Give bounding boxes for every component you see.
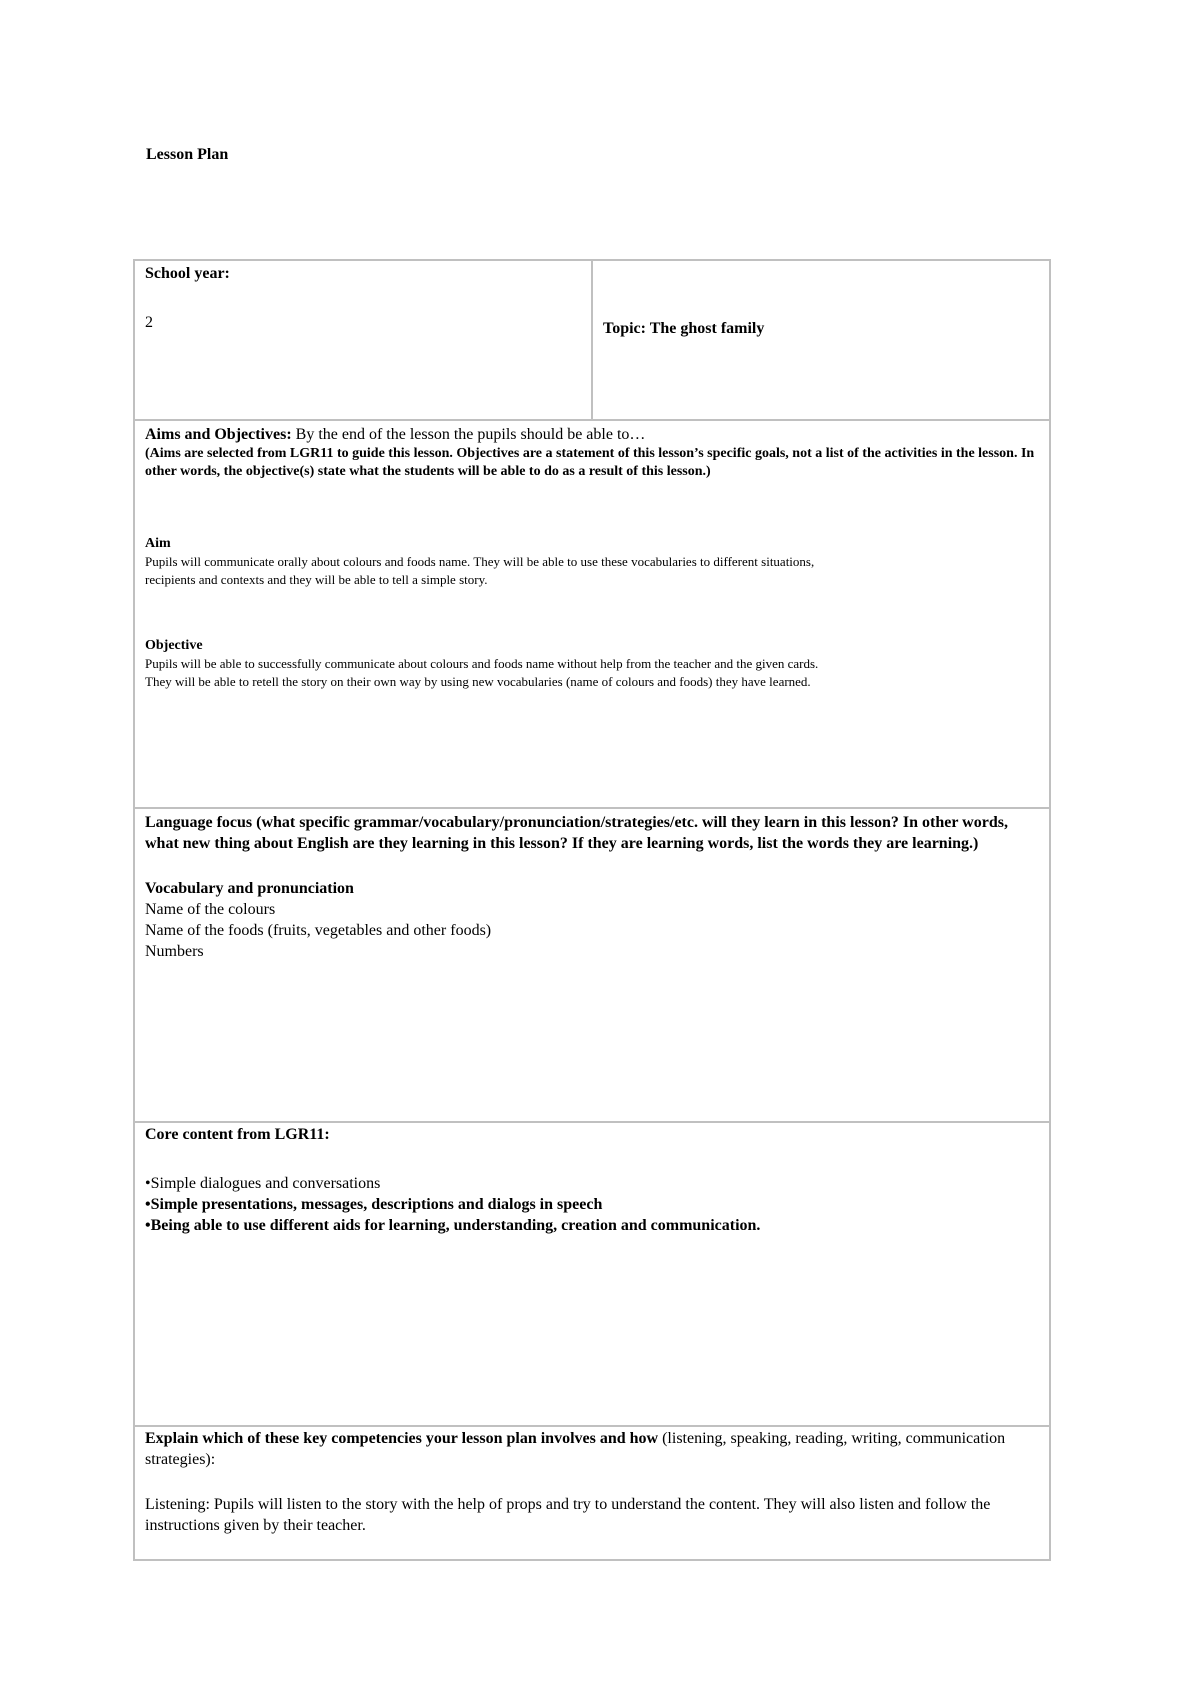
core-content-cell xyxy=(134,1122,1050,1426)
aim-line-1: Pupils will communicate orally about colours and foods name. They will be able to use these vocabularies to different situations, xyxy=(145,554,815,569)
objective-line-2: They will be able to retell the story on their own way by using new vocabularies (name of colours and foods) they have learned. xyxy=(145,674,811,689)
aim-line-2: recipients and contexts and they will be able to tell a simple story. xyxy=(145,572,488,587)
vocabulary-item: Name of the colours xyxy=(145,901,276,918)
aims-objectives-row xyxy=(134,420,1050,808)
aims-heading: Aims and Objectives: xyxy=(145,426,292,443)
language-focus-heading: Language focus (what specific grammar/vocabulary/pronunciation/strategies/etc. will they learn in this lesson? In other words, what new thing about English are they learning in this lesson? If they are learning words, list the words they are learning.) xyxy=(145,814,1008,852)
school-topic-row xyxy=(134,260,1050,420)
core-content-item: •Simple presentations, messages, descriptions and dialogs in speech xyxy=(145,1196,603,1213)
key-competencies-heading-bold: Explain which of these key competencies your lesson plan involves and how xyxy=(145,1430,659,1447)
school-year-label: School year: xyxy=(145,265,230,282)
core-content-list xyxy=(145,1173,1039,1236)
aim-title: Aim xyxy=(145,536,171,551)
school-year-value: 2 xyxy=(145,314,153,331)
document-title: Lesson Plan xyxy=(146,146,229,163)
language-focus-cell xyxy=(134,808,1050,1122)
school-year-cell xyxy=(134,260,592,420)
aims-heading-line xyxy=(145,424,1039,445)
core-content-heading: Core content from LGR11: xyxy=(145,1126,330,1143)
key-competencies-cell xyxy=(134,1426,1050,1560)
topic-cell xyxy=(592,260,1050,420)
core-content-row xyxy=(134,1122,1050,1426)
language-focus-row xyxy=(134,808,1050,1122)
vocabulary-item: Name of the foods (fruits, vegetables and other foods) xyxy=(145,922,492,939)
aims-objectives-cell xyxy=(134,420,1050,808)
objective-title: Objective xyxy=(145,638,203,653)
key-competencies-heading-rest: (listening, speaking, reading, writing, communication strategies): xyxy=(145,1430,1006,1468)
aims-intro: By the end of the lesson the pupils should be able to… xyxy=(291,426,646,443)
aims-note: (Aims are selected from LGR11 to guide this lesson. Objectives are a statement of this lesson’s specific goals, not a list of the activities in the lesson. In other words, the objective(s) state what the students will be able to do as a result of this lesson.) xyxy=(145,446,1035,479)
core-content-item: •Being able to use different aids for learning, understanding, creation and communication. xyxy=(145,1217,761,1234)
key-competencies-row xyxy=(134,1426,1050,1560)
vocabulary-title: Vocabulary and pronunciation xyxy=(145,880,354,897)
lesson-plan-table xyxy=(133,259,1051,1561)
key-competencies-heading xyxy=(145,1428,1039,1470)
core-content-item: •Simple dialogues and conversations xyxy=(145,1175,381,1192)
topic-label: Topic: The ghost family xyxy=(603,320,765,337)
vocabulary-item: Numbers xyxy=(145,943,204,960)
key-competencies-body: Listening: Pupils will listen to the story with the help of props and try to understand the content. They will also listen and follow the instructions given by their teacher. xyxy=(145,1496,991,1534)
objective-line-1: Pupils will be able to successfully communicate about colours and foods name without help from the teacher and the given cards. xyxy=(145,656,819,671)
